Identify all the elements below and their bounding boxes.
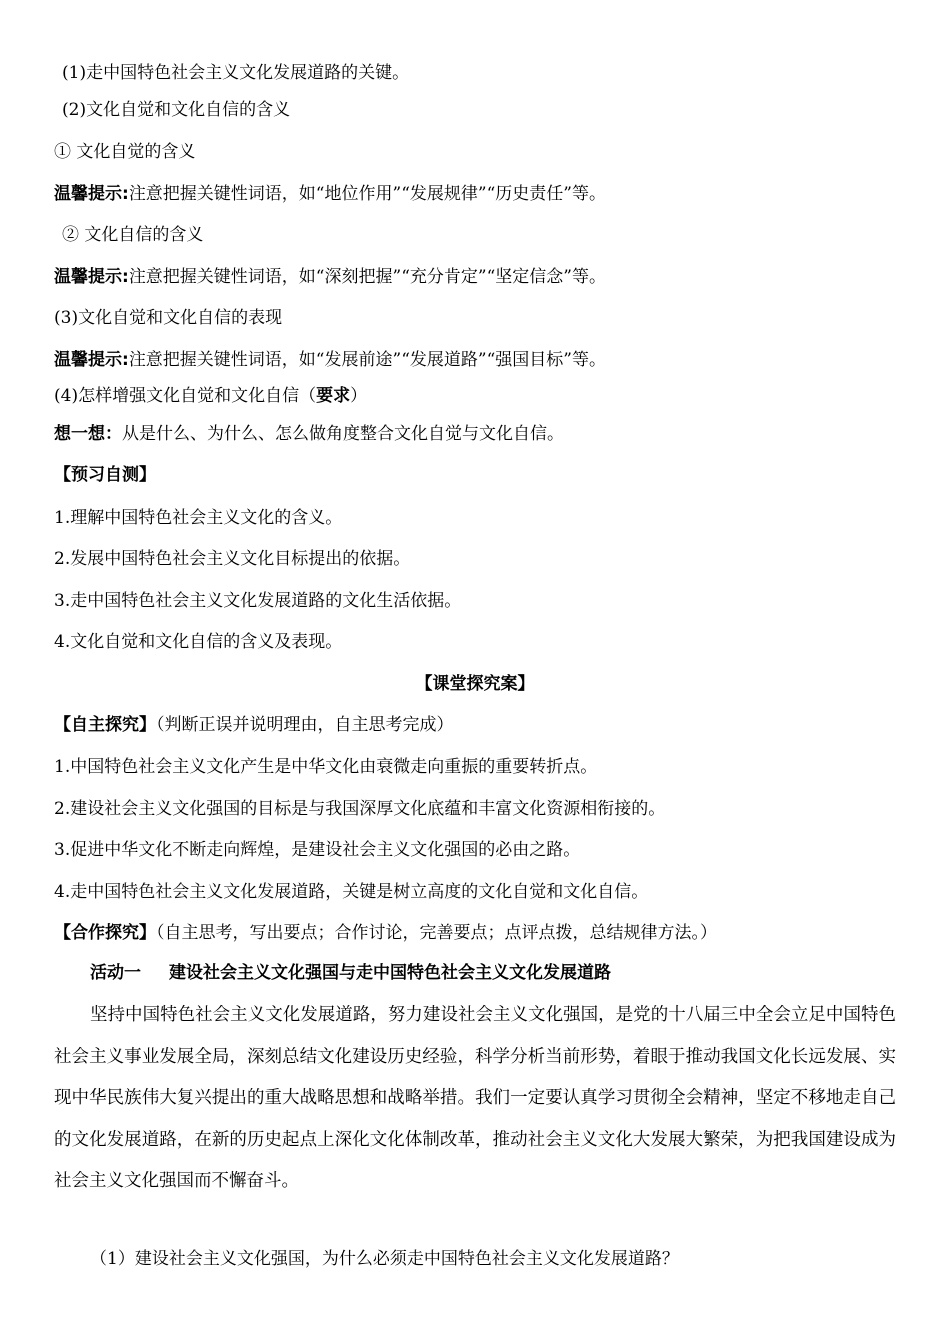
coop-explore-heading: 【合作探究】 xyxy=(54,923,156,943)
think-line xyxy=(54,422,564,446)
classroom-title: 【课堂探究案】 xyxy=(415,674,535,694)
tip-1 xyxy=(54,182,606,206)
outline-item-1: (1)走中国特色社会主义文化发展道路的关键。 xyxy=(62,63,410,83)
outline-item-4 xyxy=(54,384,367,408)
preview-item: 4.文化自觉和文化自信的含义及表现。 xyxy=(54,632,343,652)
outline-item-3: (3)文化自觉和文化自信的表现 xyxy=(54,308,283,328)
tip-label: 温馨提示: xyxy=(54,184,129,204)
self-explore-heading: 【自主探究】 xyxy=(54,715,156,735)
outline-sub-1: ① 文化自觉的含义 xyxy=(54,142,196,162)
outline-item-2: (2)文化自觉和文化自信的含义 xyxy=(62,100,291,120)
outline-sub-2: ② 文化自信的含义 xyxy=(62,225,204,245)
activity-label: 活动一 xyxy=(90,963,141,983)
tip-text: 注意把握关键性词语，如“发展前途”“发展道路”“强国目标”等。 xyxy=(128,350,606,370)
self-explore-item: 4.走中国特色社会主义文化发展道路，关键是树立高度的文化自觉和文化自信。 xyxy=(54,882,649,902)
self-explore-item: 1.中国特色社会主义文化产生是中华文化由衰微走向重振的重要转折点。 xyxy=(54,757,598,777)
tip-text: 注意把握关键性词语，如“地位作用”“发展规律”“历史责任”等。 xyxy=(128,184,606,204)
tip-label: 温馨提示: xyxy=(54,350,129,370)
item4-bold: 要求 xyxy=(316,386,351,406)
preview-heading: 【预习自测】 xyxy=(54,465,156,485)
tip-label: 温馨提示: xyxy=(54,267,129,287)
coop-explore-note: （自主思考，写出要点；合作讨论，完善要点；点评点拨，总结规律方法。） xyxy=(156,923,717,943)
tip-text: 注意把握关键性词语，如“深刻把握”“充分肯定”“坚定信念”等。 xyxy=(128,267,606,287)
self-explore-note: （判断正误并说明理由，自主思考完成） xyxy=(156,715,454,735)
tip-2 xyxy=(54,265,606,289)
preview-item: 2.发展中国特色社会主义文化目标提出的依据。 xyxy=(54,549,411,569)
tip-3 xyxy=(54,348,606,372)
preview-item: 1.理解中国特色社会主义文化的含义。 xyxy=(54,508,343,528)
activity-paragraph: 坚持中国特色社会主义文化发展道路，努力建设社会主义文化强国，是党的十八届三中全会立足中国特色社会主义事业发展全局，深刻总结文化建设历史经验，科学分析当前形势，着眼于推动我国文化长远发展、实现中华民族伟大复兴提出的重大战略思想和战略举措。我们一定要认真学习贯彻全会精神，坚定不移地走自己的文化发展道路，在新的历史起点上深化文化体制改革，推动社会主义文化大发展大繁荣，为把我国建设成为社会主义文化强国而不懈奋斗。 xyxy=(54,1005,896,1191)
question-1: （1）建设社会主义文化强国，为什么必须走中国特色社会主义文化发展道路？ xyxy=(90,1249,679,1269)
activity-heading xyxy=(90,961,611,985)
activity-title: 建设社会主义文化强国与走中国特色社会主义文化发展道路 xyxy=(169,963,611,983)
self-explore-heading-line xyxy=(54,713,454,737)
self-explore-item: 3.促进中华文化不断走向辉煌，是建设社会主义文化强国的必由之路。 xyxy=(54,840,581,860)
think-text: 从是什么、为什么、怎么做角度整合文化自觉与文化自信。 xyxy=(122,424,564,444)
self-explore-item: 2.建设社会主义文化强国的目标是与我国深厚文化底蕴和丰富文化资源相衔接的。 xyxy=(54,799,666,819)
think-label: 想一想： xyxy=(54,424,122,444)
preview-item: 3.走中国特色社会主义文化发展道路的文化生活依据。 xyxy=(54,591,462,611)
item4-text: (4)怎样增强文化自觉和文化自信（ xyxy=(54,386,317,406)
item4-end: ） xyxy=(350,386,368,406)
coop-explore-heading-line xyxy=(54,921,717,945)
